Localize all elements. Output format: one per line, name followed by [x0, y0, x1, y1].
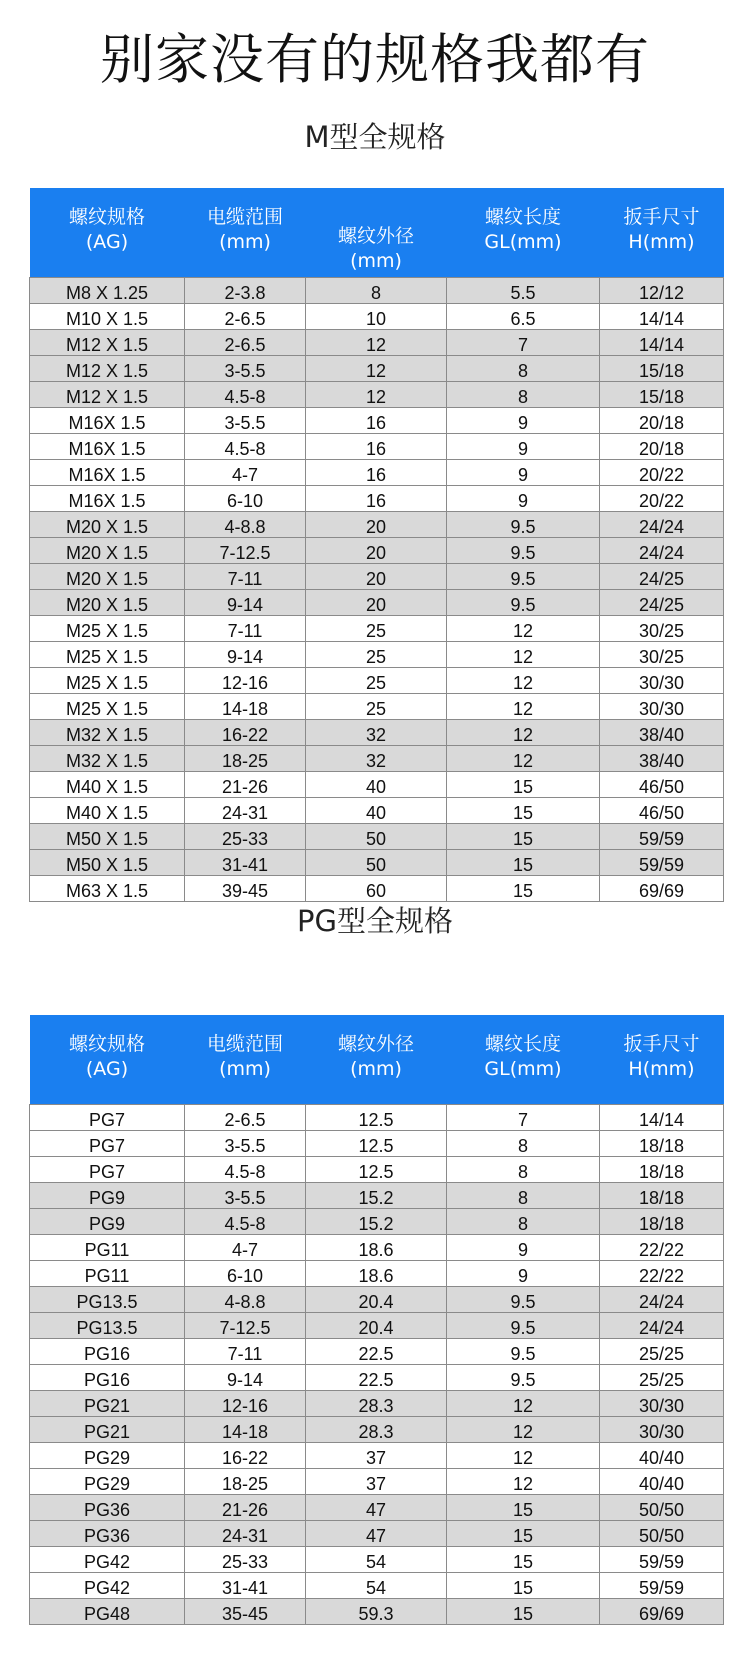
thread-length-cell: 9.5: [447, 1365, 600, 1391]
cable-range-cell: 25-33: [185, 1547, 306, 1573]
wrench-size-cell: 14/14: [600, 330, 724, 356]
table-row: [30, 1131, 724, 1157]
table-row: [30, 850, 724, 876]
wrench-size-cell: 18/18: [600, 1157, 724, 1183]
thread-length-cell: 15: [447, 1573, 600, 1599]
thread-diameter-cell: 28.3: [306, 1417, 447, 1443]
table-row: [30, 278, 724, 304]
cable-range-cell: 4.5-8: [185, 1209, 306, 1235]
thread-length-cell: 15: [447, 1495, 600, 1521]
m-table-body: [30, 278, 724, 902]
thread-spec-cell: M10 X 1.5: [30, 304, 185, 330]
thread-diameter-cell: 22.5: [306, 1339, 447, 1365]
thread-diameter-cell: 25: [306, 668, 447, 694]
table-row: [30, 1261, 724, 1287]
table-row: [30, 1443, 724, 1469]
thread-length-cell: 15: [447, 824, 600, 850]
thread-length-cell: 8: [447, 382, 600, 408]
pg-table-header-row: [30, 1015, 724, 1105]
cable-range-cell: 25-33: [185, 824, 306, 850]
m-table-header-row: [30, 188, 724, 278]
cable-range-cell: 2-6.5: [185, 330, 306, 356]
wrench-size-cell: 18/18: [600, 1183, 724, 1209]
thread-length-cell: 15: [447, 772, 600, 798]
cable-range-cell: 7-12.5: [185, 1313, 306, 1339]
thread-spec-cell: PG29: [30, 1443, 185, 1469]
thread-length-cell: 9.5: [447, 1339, 600, 1365]
wrench-size-cell: 38/40: [600, 746, 724, 772]
thread-spec-cell: M32 X 1.5: [30, 720, 185, 746]
cable-range-cell: 2-6.5: [185, 304, 306, 330]
thread-length-cell: 9.5: [447, 564, 600, 590]
thread-diameter-cell: 37: [306, 1469, 447, 1495]
wrench-size-cell: 14/14: [600, 304, 724, 330]
thread-spec-cell: M63 X 1.5: [30, 876, 185, 902]
thread-diameter-cell: 15.2: [306, 1183, 447, 1209]
pg-table-body: [30, 1105, 724, 1625]
thread-diameter-cell: 12: [306, 330, 447, 356]
thread-diameter-cell: 20: [306, 538, 447, 564]
cable-range-cell: 3-5.5: [185, 1131, 306, 1157]
cable-range-cell: 4-8.8: [185, 512, 306, 538]
table-row: [30, 512, 724, 538]
thread-spec-cell: PG7: [30, 1157, 185, 1183]
wrench-size-cell: 30/30: [600, 1391, 724, 1417]
thread-spec-cell: M8 X 1.25: [30, 278, 185, 304]
wrench-size-cell: 20/22: [600, 460, 724, 486]
thread-spec-cell: PG42: [30, 1573, 185, 1599]
thread-spec-cell: PG9: [30, 1209, 185, 1235]
thread-diameter-cell: 32: [306, 720, 447, 746]
wrench-size-cell: 24/25: [600, 590, 724, 616]
cable-range-cell: 6-10: [185, 1261, 306, 1287]
pg-header-cable-range: 电缆范围 (mm): [185, 1015, 306, 1105]
thread-diameter-cell: 18.6: [306, 1261, 447, 1287]
thread-length-cell: 12: [447, 1443, 600, 1469]
cable-range-cell: 39-45: [185, 876, 306, 902]
wrench-size-cell: 24/24: [600, 1313, 724, 1339]
thread-spec-cell: PG29: [30, 1469, 185, 1495]
cable-range-cell: 7-12.5: [185, 538, 306, 564]
thread-spec-cell: PG7: [30, 1131, 185, 1157]
thread-spec-cell: M25 X 1.5: [30, 642, 185, 668]
thread-length-cell: 8: [447, 1183, 600, 1209]
thread-spec-cell: M25 X 1.5: [30, 694, 185, 720]
thread-spec-cell: PG11: [30, 1261, 185, 1287]
thread-diameter-cell: 60: [306, 876, 447, 902]
thread-diameter-cell: 25: [306, 694, 447, 720]
table-row: [30, 1235, 724, 1261]
thread-diameter-cell: 12: [306, 356, 447, 382]
cable-range-cell: 3-5.5: [185, 1183, 306, 1209]
thread-spec-cell: PG42: [30, 1547, 185, 1573]
table-row: [30, 408, 724, 434]
thread-diameter-cell: 20: [306, 564, 447, 590]
thread-diameter-cell: 20.4: [306, 1287, 447, 1313]
table-row: [30, 1183, 724, 1209]
thread-spec-cell: M16X 1.5: [30, 434, 185, 460]
cable-range-cell: 6-10: [185, 486, 306, 512]
table-row: [30, 746, 724, 772]
thread-diameter-cell: 10: [306, 304, 447, 330]
cable-range-cell: 12-16: [185, 668, 306, 694]
thread-diameter-cell: 12.5: [306, 1131, 447, 1157]
thread-diameter-cell: 47: [306, 1495, 447, 1521]
thread-spec-cell: PG21: [30, 1417, 185, 1443]
cable-range-cell: 14-18: [185, 694, 306, 720]
table-row: [30, 434, 724, 460]
wrench-size-cell: 22/22: [600, 1235, 724, 1261]
m-header-wrench-size: 扳手尺寸 H(mm): [600, 188, 724, 278]
thread-diameter-cell: 20.4: [306, 1313, 447, 1339]
table-row: [30, 1573, 724, 1599]
wrench-size-cell: 12/12: [600, 278, 724, 304]
cable-range-cell: 2-3.8: [185, 278, 306, 304]
table-row: [30, 486, 724, 512]
cable-range-cell: 18-25: [185, 746, 306, 772]
thread-diameter-cell: 37: [306, 1443, 447, 1469]
table-row: [30, 720, 724, 746]
cable-range-cell: 35-45: [185, 1599, 306, 1625]
thread-spec-cell: PG11: [30, 1235, 185, 1261]
thread-length-cell: 12: [447, 746, 600, 772]
cable-range-cell: 4.5-8: [185, 382, 306, 408]
thread-spec-cell: PG7: [30, 1105, 185, 1131]
thread-length-cell: 9: [447, 486, 600, 512]
wrench-size-cell: 30/25: [600, 616, 724, 642]
wrench-size-cell: 50/50: [600, 1495, 724, 1521]
table-row: [30, 356, 724, 382]
table-row: [30, 642, 724, 668]
cable-range-cell: 4.5-8: [185, 1157, 306, 1183]
thread-spec-cell: PG13.5: [30, 1313, 185, 1339]
pg-section-title: PG型全规格: [297, 904, 453, 938]
table-row: [30, 1417, 724, 1443]
cable-range-cell: 7-11: [185, 616, 306, 642]
thread-spec-cell: M25 X 1.5: [30, 616, 185, 642]
m-spec-table: [29, 188, 724, 902]
thread-diameter-cell: 59.3: [306, 1599, 447, 1625]
thread-length-cell: 9: [447, 1235, 600, 1261]
thread-length-cell: 15: [447, 1521, 600, 1547]
wrench-size-cell: 40/40: [600, 1469, 724, 1495]
thread-length-cell: 12: [447, 1391, 600, 1417]
thread-length-cell: 12: [447, 668, 600, 694]
thread-spec-cell: M16X 1.5: [30, 486, 185, 512]
thread-spec-cell: PG21: [30, 1391, 185, 1417]
table-row: [30, 460, 724, 486]
cable-range-cell: 4.5-8: [185, 434, 306, 460]
wrench-size-cell: 24/24: [600, 512, 724, 538]
wrench-size-cell: 20/18: [600, 408, 724, 434]
thread-diameter-cell: 18.6: [306, 1235, 447, 1261]
pg-header-thread-spec: 螺纹规格 (AG): [30, 1015, 185, 1105]
thread-length-cell: 8: [447, 1131, 600, 1157]
cable-range-cell: 18-25: [185, 1469, 306, 1495]
pg-header-thread-length: 螺纹长度 GL(mm): [447, 1015, 600, 1105]
thread-length-cell: 15: [447, 850, 600, 876]
cable-range-cell: 21-26: [185, 1495, 306, 1521]
table-row: [30, 590, 724, 616]
table-row: [30, 1391, 724, 1417]
thread-spec-cell: M20 X 1.5: [30, 564, 185, 590]
cable-range-cell: 9-14: [185, 642, 306, 668]
wrench-size-cell: 25/25: [600, 1365, 724, 1391]
thread-length-cell: 5.5: [447, 278, 600, 304]
cable-range-cell: 21-26: [185, 772, 306, 798]
wrench-size-cell: 24/25: [600, 564, 724, 590]
thread-length-cell: 8: [447, 356, 600, 382]
m-header-thread-length: 螺纹长度 GL(mm): [447, 188, 600, 278]
cable-range-cell: 9-14: [185, 590, 306, 616]
table-row: [30, 538, 724, 564]
page-title: 别家没有的规格我都有: [100, 28, 650, 91]
wrench-size-cell: 24/24: [600, 538, 724, 564]
table-row: [30, 616, 724, 642]
thread-diameter-cell: 20: [306, 590, 447, 616]
thread-spec-cell: M25 X 1.5: [30, 668, 185, 694]
cable-range-cell: 24-31: [185, 798, 306, 824]
wrench-size-cell: 20/18: [600, 434, 724, 460]
cable-range-cell: 4-8.8: [185, 1287, 306, 1313]
thread-length-cell: 9: [447, 460, 600, 486]
thread-length-cell: 8: [447, 1209, 600, 1235]
thread-spec-cell: M40 X 1.5: [30, 772, 185, 798]
wrench-size-cell: 20/22: [600, 486, 724, 512]
thread-length-cell: 12: [447, 616, 600, 642]
wrench-size-cell: 15/18: [600, 382, 724, 408]
table-row: [30, 1495, 724, 1521]
cable-range-cell: 14-18: [185, 1417, 306, 1443]
thread-spec-cell: M20 X 1.5: [30, 512, 185, 538]
thread-length-cell: 7: [447, 330, 600, 356]
cable-range-cell: 24-31: [185, 1521, 306, 1547]
m-header-thread-diameter: 螺纹外径 (mm): [306, 188, 447, 278]
table-row: [30, 1313, 724, 1339]
thread-diameter-cell: 16: [306, 486, 447, 512]
wrench-size-cell: 24/24: [600, 1287, 724, 1313]
thread-diameter-cell: 12: [306, 382, 447, 408]
thread-diameter-cell: 16: [306, 460, 447, 486]
thread-spec-cell: M50 X 1.5: [30, 824, 185, 850]
thread-diameter-cell: 40: [306, 798, 447, 824]
thread-length-cell: 15: [447, 1599, 600, 1625]
thread-diameter-cell: 20: [306, 512, 447, 538]
pg-header-thread-diameter: 螺纹外径 (mm): [306, 1015, 447, 1105]
thread-spec-cell: PG36: [30, 1521, 185, 1547]
table-row: [30, 1339, 724, 1365]
wrench-size-cell: 18/18: [600, 1209, 724, 1235]
cable-range-cell: 9-14: [185, 1365, 306, 1391]
wrench-size-cell: 30/25: [600, 642, 724, 668]
thread-spec-cell: M12 X 1.5: [30, 356, 185, 382]
thread-length-cell: 12: [447, 1469, 600, 1495]
table-row: [30, 1287, 724, 1313]
wrench-size-cell: 22/22: [600, 1261, 724, 1287]
wrench-size-cell: 30/30: [600, 694, 724, 720]
cable-range-cell: 31-41: [185, 1573, 306, 1599]
table-row: [30, 1599, 724, 1625]
table-row: [30, 304, 724, 330]
thread-spec-cell: PG16: [30, 1365, 185, 1391]
thread-length-cell: 6.5: [447, 304, 600, 330]
wrench-size-cell: 59/59: [600, 1573, 724, 1599]
m-section-title: M型全规格: [304, 120, 446, 154]
thread-length-cell: 15: [447, 1547, 600, 1573]
cable-range-cell: 3-5.5: [185, 408, 306, 434]
wrench-size-cell: 69/69: [600, 876, 724, 902]
thread-diameter-cell: 16: [306, 408, 447, 434]
wrench-size-cell: 15/18: [600, 356, 724, 382]
table-row: [30, 1209, 724, 1235]
wrench-size-cell: 38/40: [600, 720, 724, 746]
thread-spec-cell: M20 X 1.5: [30, 538, 185, 564]
thread-diameter-cell: 40: [306, 772, 447, 798]
thread-length-cell: 9: [447, 434, 600, 460]
thread-spec-cell: M12 X 1.5: [30, 382, 185, 408]
thread-length-cell: 9.5: [447, 1313, 600, 1339]
table-row: [30, 1547, 724, 1573]
table-row: [30, 824, 724, 850]
thread-diameter-cell: 32: [306, 746, 447, 772]
wrench-size-cell: 14/14: [600, 1105, 724, 1131]
thread-spec-cell: M40 X 1.5: [30, 798, 185, 824]
thread-spec-cell: M20 X 1.5: [30, 590, 185, 616]
thread-diameter-cell: 54: [306, 1547, 447, 1573]
cable-range-cell: 7-11: [185, 564, 306, 590]
thread-diameter-cell: 25: [306, 616, 447, 642]
cable-range-cell: 4-7: [185, 460, 306, 486]
thread-length-cell: 12: [447, 1417, 600, 1443]
thread-diameter-cell: 50: [306, 824, 447, 850]
thread-diameter-cell: 15.2: [306, 1209, 447, 1235]
cable-range-cell: 16-22: [185, 1443, 306, 1469]
m-header-cable-range: 电缆范围 (mm): [185, 188, 306, 278]
thread-diameter-cell: 12.5: [306, 1105, 447, 1131]
table-row: [30, 668, 724, 694]
wrench-size-cell: 30/30: [600, 668, 724, 694]
thread-length-cell: 9.5: [447, 1287, 600, 1313]
thread-diameter-cell: 8: [306, 278, 447, 304]
table-row: [30, 694, 724, 720]
thread-diameter-cell: 22.5: [306, 1365, 447, 1391]
pg-header-wrench-size: 扳手尺寸 H(mm): [600, 1015, 724, 1105]
wrench-size-cell: 50/50: [600, 1521, 724, 1547]
wrench-size-cell: 69/69: [600, 1599, 724, 1625]
wrench-size-cell: 40/40: [600, 1443, 724, 1469]
cable-range-cell: 7-11: [185, 1339, 306, 1365]
thread-diameter-cell: 54: [306, 1573, 447, 1599]
thread-spec-cell: PG48: [30, 1599, 185, 1625]
wrench-size-cell: 59/59: [600, 850, 724, 876]
thread-length-cell: 9.5: [447, 538, 600, 564]
thread-diameter-cell: 47: [306, 1521, 447, 1547]
table-row: [30, 1469, 724, 1495]
table-row: [30, 772, 724, 798]
thread-spec-cell: M16X 1.5: [30, 460, 185, 486]
thread-spec-cell: PG36: [30, 1495, 185, 1521]
thread-length-cell: 15: [447, 876, 600, 902]
thread-length-cell: 7: [447, 1105, 600, 1131]
thread-spec-cell: PG16: [30, 1339, 185, 1365]
thread-length-cell: 12: [447, 694, 600, 720]
wrench-size-cell: 30/30: [600, 1417, 724, 1443]
wrench-size-cell: 46/50: [600, 772, 724, 798]
table-row: [30, 798, 724, 824]
pg-spec-table: [29, 1015, 724, 1625]
thread-spec-cell: PG13.5: [30, 1287, 185, 1313]
thread-spec-cell: M50 X 1.5: [30, 850, 185, 876]
cable-range-cell: 16-22: [185, 720, 306, 746]
table-row: [30, 1521, 724, 1547]
thread-length-cell: 9.5: [447, 512, 600, 538]
table-row: [30, 330, 724, 356]
thread-length-cell: 9: [447, 1261, 600, 1287]
thread-length-cell: 9.5: [447, 590, 600, 616]
thread-length-cell: 9: [447, 408, 600, 434]
wrench-size-cell: 25/25: [600, 1339, 724, 1365]
thread-diameter-cell: 12.5: [306, 1157, 447, 1183]
cable-range-cell: 4-7: [185, 1235, 306, 1261]
thread-spec-cell: M16X 1.5: [30, 408, 185, 434]
cable-range-cell: 31-41: [185, 850, 306, 876]
thread-length-cell: 12: [447, 642, 600, 668]
thread-spec-cell: PG9: [30, 1183, 185, 1209]
table-row: [30, 564, 724, 590]
thread-diameter-cell: 50: [306, 850, 447, 876]
wrench-size-cell: 18/18: [600, 1131, 724, 1157]
cable-range-cell: 2-6.5: [185, 1105, 306, 1131]
thread-length-cell: 12: [447, 720, 600, 746]
thread-length-cell: 8: [447, 1157, 600, 1183]
table-row: [30, 1105, 724, 1131]
m-header-thread-spec: 螺纹规格 (AG): [30, 188, 185, 278]
wrench-size-cell: 46/50: [600, 798, 724, 824]
wrench-size-cell: 59/59: [600, 824, 724, 850]
cable-range-cell: 3-5.5: [185, 356, 306, 382]
table-row: [30, 1365, 724, 1391]
thread-spec-cell: M32 X 1.5: [30, 746, 185, 772]
thread-diameter-cell: 25: [306, 642, 447, 668]
cable-range-cell: 12-16: [185, 1391, 306, 1417]
wrench-size-cell: 59/59: [600, 1547, 724, 1573]
table-row: [30, 382, 724, 408]
thread-diameter-cell: 28.3: [306, 1391, 447, 1417]
thread-length-cell: 15: [447, 798, 600, 824]
thread-diameter-cell: 16: [306, 434, 447, 460]
thread-spec-cell: M12 X 1.5: [30, 330, 185, 356]
table-row: [30, 1157, 724, 1183]
table-row: [30, 876, 724, 902]
